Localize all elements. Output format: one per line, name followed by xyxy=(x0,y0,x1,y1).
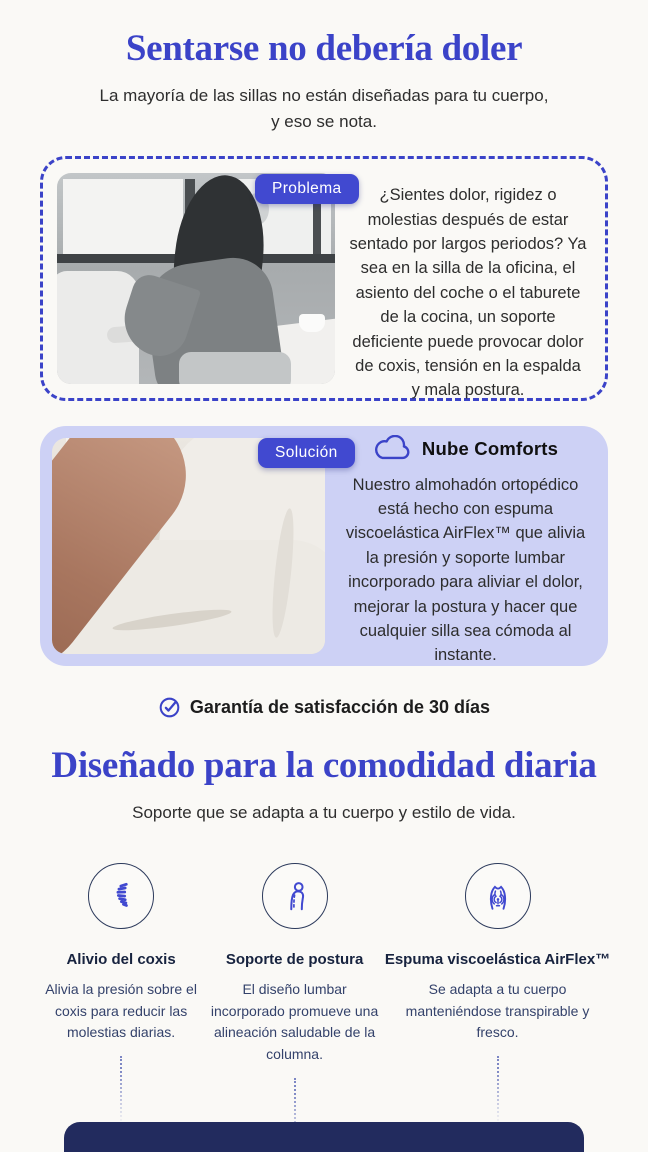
brand-row xyxy=(373,435,558,462)
check-circle-icon xyxy=(158,696,181,719)
spine-icon xyxy=(88,863,154,929)
cup-shape xyxy=(299,314,325,332)
hero-subtitle: La mayoría de las sillas no están diseñadas para tu cuerpo, y eso se nota. xyxy=(99,86,549,131)
solution-text: Nuestro almohadón ortopédico está hecho con espuma viscoelástica AirFlex™ que alivia la presión y soporte lumbar incorporado para aliviar el dolor, mejorar la postura y hacer que cualquier silla sea cómoda al instante. xyxy=(345,475,586,665)
feature-title: Soporte de postura xyxy=(225,950,364,968)
section-title: Diseñado para la comodidad diaria xyxy=(51,745,597,787)
feature-column-postura xyxy=(204,863,385,1150)
problem-photo xyxy=(57,173,335,384)
page-title: Sentarse no debería doler xyxy=(125,28,523,69)
section-subtitle: Soporte que se adapta a tu cuerpo y estilo de vida. xyxy=(132,802,516,822)
guarantee-text: Garantía de satisfacción de 30 días xyxy=(189,697,491,718)
guarantee-row xyxy=(0,696,648,719)
solution-photo xyxy=(52,438,325,654)
hero-section xyxy=(0,0,648,134)
feature-title: Alivio del coxis xyxy=(66,950,176,968)
cloud-icon xyxy=(373,435,413,462)
next-section-bar xyxy=(64,1122,584,1152)
solution-card xyxy=(40,426,608,666)
feature-column-coxis xyxy=(38,863,204,1150)
airflex-back-icon xyxy=(465,863,531,929)
solution-content xyxy=(325,438,596,665)
posture-icon xyxy=(262,863,328,929)
feature-description: El diseño lumbar incorporado promueve una alineación saludable de la columna. xyxy=(210,980,379,1062)
features-row xyxy=(0,863,648,1150)
dotted-connector xyxy=(120,1056,122,1128)
feature-description: Se adapta a tu cuerpo manteniéndose transpirable y fresco. xyxy=(405,980,590,1041)
window-pane xyxy=(63,179,183,255)
feature-description: Alivia la presión sobre el coxis para reducir las molestias diarias. xyxy=(45,980,197,1041)
feature-column-airflex xyxy=(385,863,610,1150)
problem-badge: Problema xyxy=(255,174,359,204)
solution-badge: Solución xyxy=(258,438,355,468)
feature-title: Espuma viscoelástica AirFlex™ xyxy=(384,950,611,968)
problem-card xyxy=(40,156,608,401)
dotted-connector xyxy=(497,1056,499,1128)
brand-name: Nube Comforts xyxy=(421,438,559,460)
problem-text: ¿Sientes dolor, rigidez o molestias después de estar sentado por largos periodos? Ya sea en la silla de la oficina, el asiento del coche o el taburete de la cocina, un soporte deficiente puede provocar dolor de coxis, tensión en la espalda y mala postura. xyxy=(349,186,587,400)
person-legs-shape xyxy=(179,352,291,384)
